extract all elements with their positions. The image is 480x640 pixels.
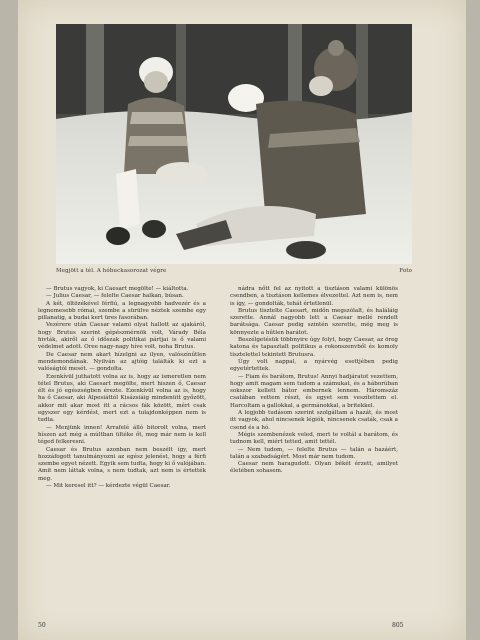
paragraph: — Julius Caesar, — felelte Caesar halkan, búsan. bbox=[46, 293, 184, 300]
paragraph: — Menjünk innen! Arrafelé álló bitorolt volna, mert híszen azt még a múltban ültéke őt, meg már nem is kell téged felkeresni. bbox=[38, 424, 206, 446]
paragraph: Caesar nem haragudott. Olyan békét érzett, amilyet életében sohasem. bbox=[230, 461, 398, 475]
paragraph: Brutus tisztelte Caesart, midőn megszólalt, és haláláig szerette. Annál nagyobb lett a Caesar mellé rendelt barátsága. Caesar pedig szintén szerette, még meg is könnyezte a hűtlen barátot. bbox=[230, 307, 398, 336]
paragraph: Vezérere után Caesar valami olyat hallott az ajakáról, hogy Brutus szerint gépészmérnök volt, Várady Béla hivták, akiről az ő időszak politikai pártjai is ő valami védelmet adott. Oree nagy-nagy híve volt, noha Brutus. bbox=[38, 322, 206, 351]
paragraph: Úgy volt nappal, a nyárvég esettjében pedig egyetértettek. bbox=[230, 358, 398, 373]
paragraph: Caesar és Brutus azonban nem beszélt így, mert hozzáfogott tanulmányozni az egész jelenést, hogy a férfi szembe egyet nézett. Egyik sem tudta, hogy ki ő valójában. Amit nem láttak volna, s nem tudtak, azt nem is értették meg. bbox=[38, 446, 206, 482]
children-in-snow-image bbox=[56, 24, 412, 264]
paragraph: nádra nőtt fel az nyitott a tisztáson valami különös csendben, a tisztáson kellemes élvezettel. Azt nem is, nem is így, — gondolták, tehát értetlenül. bbox=[230, 286, 398, 307]
winter-photo bbox=[56, 24, 412, 264]
text-column-left bbox=[38, 286, 206, 490]
caption-source: Foto bbox=[399, 268, 412, 274]
paragraph: Beszélgetésük többnyire úgy folyt, hogy Caesar, az öreg katona és tapasztalt politikus a rokonszenvből és komoly tisztelettel tekintett Brutusra. bbox=[230, 337, 398, 358]
paragraph: — Mit keresel itt? — kérdezte végül Caesar. bbox=[46, 483, 171, 490]
paragraph: De Caesar nem akart hízelgni az ilyen, valószínűtlen mendemondának. Nyilván az ajtóig találták ki ezt a valóságtól mesét. — gondolta. bbox=[38, 351, 206, 373]
page-number-right: 805 bbox=[392, 622, 404, 629]
photo-caption bbox=[56, 268, 412, 274]
page-number-left: 50 bbox=[38, 622, 46, 629]
text-column-right bbox=[230, 286, 398, 476]
paragraph: Mégis szembenézek veled, mert te voltál a barátom, és tudnom kell, miért tetted, amit tettél. bbox=[230, 431, 398, 446]
paragraph: Ezenkívül juthatott volna az is, hogy az ismeretlen nem tétel Brutus, aki Caesart megölte, mert hiszen ő, Caesar élt és jó egészségben érezte. Ezenkívül volna az is, hogy ha ő Caesar, aki Alpesiáttól Kisázsiáig mindenütt győzött, akkor mit akar most itt a rácsos fák között, mért csak egyszer egy kérdést, mert ezt a tulajdonképpen nem is tudta. bbox=[38, 373, 206, 424]
paragraph: — Brutus vagyok, ki Caesart megölte! — kiáltotta. bbox=[46, 286, 189, 292]
caption-text: Megjött a tél. A hóbuckasorozat végre bbox=[56, 268, 167, 274]
paragraph: A két, öltözékével férfiú, a legnagyobb hadvezér és a legnemesebb római, szembe a sürülve néztek szembe egy pillanatig, a budai kert üres fasorában. bbox=[38, 300, 206, 322]
paragraph: — Fiam és barátom, Brutus! Annyi hadjáratot vezettem, hogy amit magam sem tudom a számukat, és a háborúban sokszor kellett bátor embernek lennem. Háromszáz csatában vettem részt, és egyet sem veszítettem el. Harcoltam a gallokkal, a germánokkal, a britekkel. bbox=[230, 373, 398, 409]
paragraph: — Nem tudom, — felelte Brutus — talán a hazáért, talán a szabadságért. Most már nem tudom. bbox=[230, 446, 398, 460]
paragraph: A legjobb tudásom szerint szolgáltam a hazát, és most itt vagyok, ahol nincsenek légiók, nincsenek csaták, csak a csend és a hó. bbox=[230, 410, 398, 431]
